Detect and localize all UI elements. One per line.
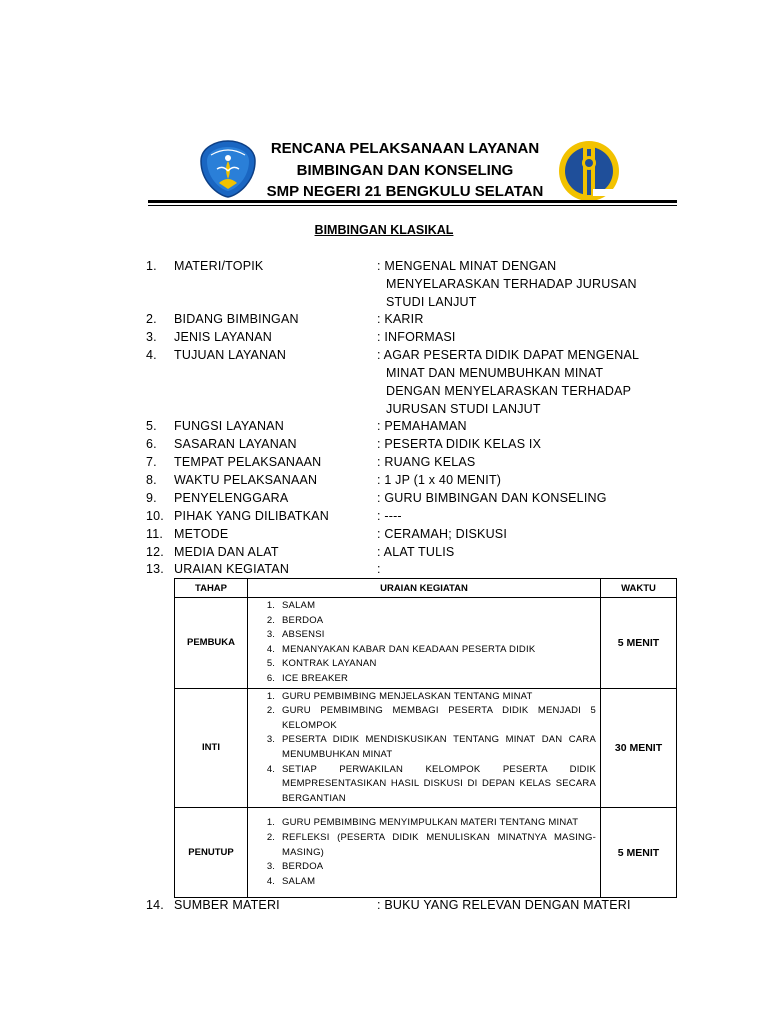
- column-header-tahap: TAHAP: [175, 579, 248, 598]
- list-item-continuation: JURUSAN STUDI LANJUT: [386, 402, 541, 416]
- activity-item: 3. BERDOA: [278, 860, 596, 875]
- activity-item: 1. GURU PEMBIMBING MENYIMPULKAN MATERI TENTANG MINAT: [278, 816, 596, 831]
- activity-cell: [248, 808, 601, 898]
- activity-cell: [248, 598, 601, 689]
- stage-cell: INTI: [175, 688, 248, 808]
- list-item-continuation: MENYELARASKAN TERHADAP JURUSAN: [386, 277, 637, 291]
- list-item-continuation: STUDI LANJUT: [386, 295, 477, 309]
- duration-cell: 30 MENIT: [601, 688, 677, 808]
- stage-cell: PEMBUKA: [175, 598, 248, 689]
- duration-cell: 5 MENIT: [601, 808, 677, 898]
- activity-item: 4. SALAM: [278, 875, 596, 890]
- activity-item: 1. SALAM: [278, 599, 596, 614]
- activity-item: 2. BERDOA: [278, 614, 596, 629]
- activity-item: 3. PESERTA DIDIK MENDISKUSIKAN TENTANG MINAT DAN CARA MENUMBUHKAN MINAT: [278, 733, 596, 762]
- activity-item: 3. ABSENSI: [278, 628, 596, 643]
- activity-item: 5. KONTRAK LAYANAN: [278, 657, 596, 672]
- table-row: [175, 688, 677, 808]
- activity-table: [174, 578, 677, 898]
- list-item-continuation: DENGAN MENYELARASKAN TERHADAP: [386, 384, 632, 398]
- activity-item: 1. GURU PEMBIMBING MENJELASKAN TENTANG MINAT: [278, 690, 596, 705]
- konselor-logo: [557, 139, 621, 203]
- header-divider-thin: [148, 205, 677, 206]
- column-header-waktu: WAKTU: [601, 579, 677, 598]
- table-row: [175, 808, 677, 898]
- table-header-row: [175, 579, 677, 598]
- activity-cell: [248, 688, 601, 808]
- document-title-line2: BIMBINGAN DAN KONSELING: [296, 162, 514, 179]
- list-item-continuation: MINAT DAN MENUMBUHKAN MINAT: [386, 366, 604, 380]
- document-title-line1: RENCANA PELAKSANAAN LAYANAN: [270, 140, 540, 157]
- stage-cell: PENUTUP: [175, 808, 248, 898]
- activity-item: 6. ICE BREAKER: [278, 672, 596, 687]
- duration-cell: 5 MENIT: [601, 598, 677, 689]
- column-header-uraian: URAIAN KEGIATAN: [248, 579, 601, 598]
- activity-item: 4. MENANYAKAN KABAR DAN KEADAAN PESERTA DIDIK: [278, 643, 596, 658]
- table-row: [175, 598, 677, 689]
- activity-item: 4. SETIAP PERWAKILAN KELOMPOK PESERTA DIDIK MEMPRESENTASIKAN HASIL DISKUSI DI DEPAN KELAS SECARA BERGANTIAN: [278, 763, 596, 807]
- document-title-line3: SMP NEGERI 21 BENGKULU SELATAN: [266, 183, 544, 200]
- section-heading: BIMBINGAN KLASIKAL: [314, 223, 454, 237]
- header-divider-thick: [148, 200, 677, 203]
- activity-item: 2. GURU PEMBIMBING MEMBAGI PESERTA DIDIK MENJADI 5 KELOMPOK: [278, 704, 596, 733]
- activity-item: 2. REFLEKSI (PESERTA DIDIK MENULISKAN MINATNYA MASING-MASING): [278, 831, 596, 860]
